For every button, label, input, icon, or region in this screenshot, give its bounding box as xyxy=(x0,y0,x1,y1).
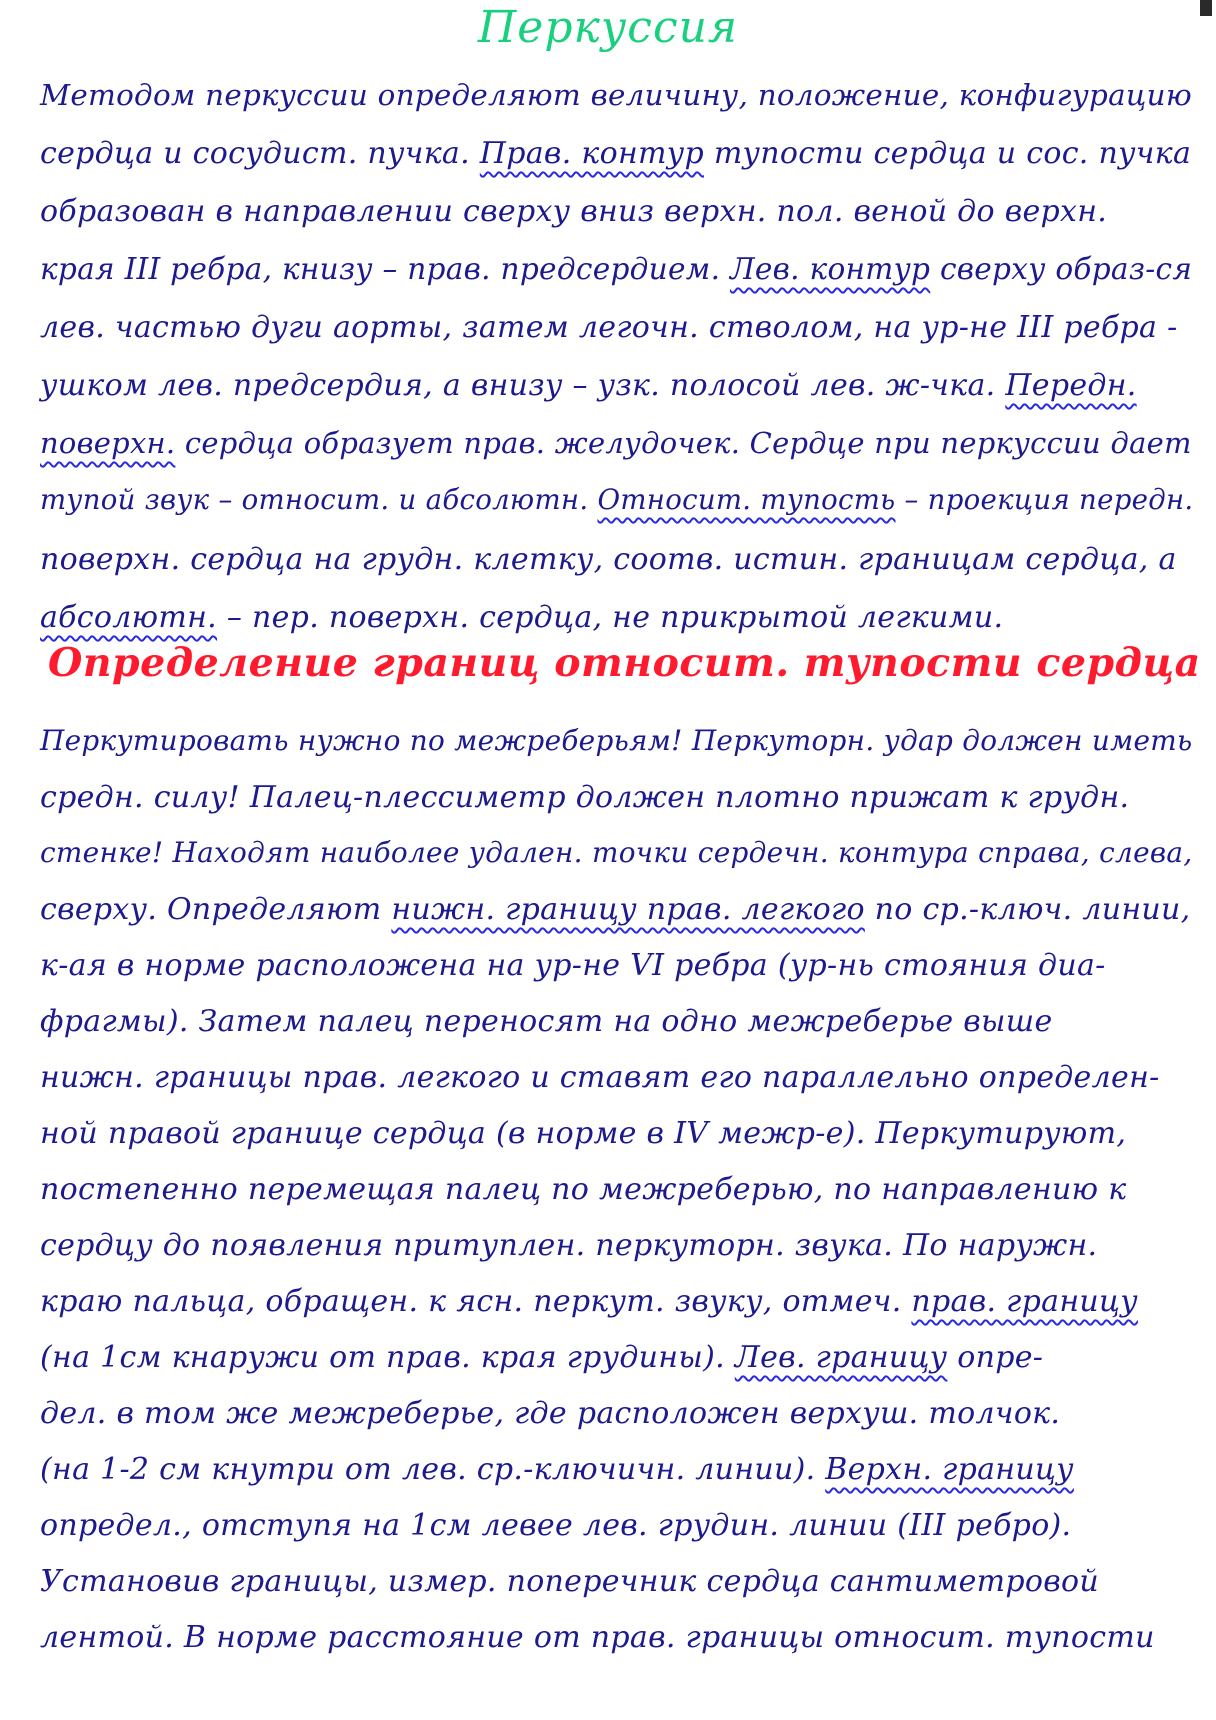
section-heading: Определение границ относит. тупости сердца xyxy=(48,640,1201,686)
underlined-term: Прав. контур xyxy=(479,136,704,171)
underlined-term: Верхн. границу xyxy=(825,1452,1074,1487)
underlined-term: нижн. границу прав. легкого xyxy=(391,892,865,927)
text-line xyxy=(40,368,1137,403)
text-segment: (на 1см кнаружи от прав. края грудины). xyxy=(40,1340,725,1375)
text-segment: сверху образ-ся xyxy=(939,252,1193,286)
text-segment: (на 1-2 см кнутри от лев. ср.-ключичн. линии). xyxy=(40,1452,816,1487)
underlined-term: Передн. xyxy=(1005,368,1137,403)
text-line: сердцу до появления притуплен. перкуторн. звука. По наружн. xyxy=(40,1228,1098,1263)
text-segment: сверху. Определяют xyxy=(40,892,382,927)
underlined-term: поверхн. xyxy=(40,426,176,460)
text-line: лев. частью дуги аорты, затем легочн. стволом, на ур-не III ребра - xyxy=(40,310,1178,345)
text-line: ной правой границе сердца (в норме в IV межр-е). Перкутируют, xyxy=(40,1116,1127,1151)
underlined-term: абсолютн. xyxy=(40,600,218,635)
text-line: к-ая в норме расположена на ур-не VI ребра (ур-нь стояния диа- xyxy=(40,948,1106,983)
text-line: Перкутировать нужно по межреберьям! Перкуторн. удар должен иметь xyxy=(40,724,1193,757)
text-line xyxy=(40,1340,1043,1375)
text-segment: опре- xyxy=(957,1340,1044,1375)
text-line xyxy=(40,136,1191,171)
text-line: образован в направлении сверху вниз верхн. пол. веной до верхн. xyxy=(40,194,1108,229)
text-line: постепенно перемещая палец по межреберью, по направлению к xyxy=(40,1172,1127,1207)
text-line: стенке! Находят наиболее удален. точки сердечн. контура справа, слева, xyxy=(40,836,1193,869)
text-segment: тупости сердца и сос. пучка xyxy=(713,136,1192,171)
text-segment: краю пальца, обращен. к ясн. перкут. звуку, отмеч. xyxy=(40,1284,902,1319)
text-line xyxy=(40,1284,1138,1319)
text-line xyxy=(40,892,1190,927)
text-segment: – проекция передн. xyxy=(904,484,1194,516)
page-title: Перкуссия xyxy=(477,2,739,53)
text-line: лентой. В норме расстояние от прав. границы относит. тупости xyxy=(40,1620,1155,1655)
text-line xyxy=(40,1452,1074,1487)
text-line: поверхн. сердца на грудн. клетку, соотв. истин. границам сердца, а xyxy=(40,542,1177,577)
text-line: Методом перкуссии определяют величину, положение, конфигурацию xyxy=(40,78,1192,112)
text-line: фрагмы). Затем палец переносят на одно межреберье выше xyxy=(40,1004,1053,1039)
text-line xyxy=(40,426,1192,460)
text-segment: края III ребра, книзу – прав. предсердием. xyxy=(40,252,721,286)
text-line: дел. в том же межреберье, где расположен верхуш. толчок. xyxy=(40,1396,1061,1431)
text-line: Установив границы, измер. поперечник сердца сантиметровой xyxy=(40,1564,1100,1599)
text-line xyxy=(40,252,1192,286)
text-segment: сердца и сосудист. пучка. xyxy=(40,136,470,171)
text-segment: – пер. поверхн. сердца, не прикрытой легкими. xyxy=(226,600,1004,635)
text-line xyxy=(40,600,1003,635)
text-segment: ушком лев. предсердия, а внизу – узк. полосой лев. ж-чка. xyxy=(40,368,996,403)
underlined-term: Лев. границу xyxy=(734,1340,948,1375)
text-line: определ., отступя на 1см левее лев. грудин. линии (III ребро). xyxy=(40,1508,1072,1543)
text-segment: по ср.-ключ. линии, xyxy=(874,892,1191,927)
underlined-term: Относит. тупость xyxy=(597,484,896,516)
text-segment: сердца образует прав. желудочек. Сердце при перкуссии дает xyxy=(184,426,1192,460)
text-line xyxy=(40,484,1194,516)
text-segment: тупой звук – относит. и абсолютн. xyxy=(40,484,589,516)
underlined-term: Лев. контур xyxy=(729,252,931,286)
text-line: средн. силу! Палец-плессиметр должен плотно прижат к грудн. xyxy=(40,780,1130,815)
text-line: нижн. границы прав. легкого и ставят его параллельно определен- xyxy=(40,1060,1160,1095)
underlined-term: прав. границу xyxy=(911,1284,1138,1319)
